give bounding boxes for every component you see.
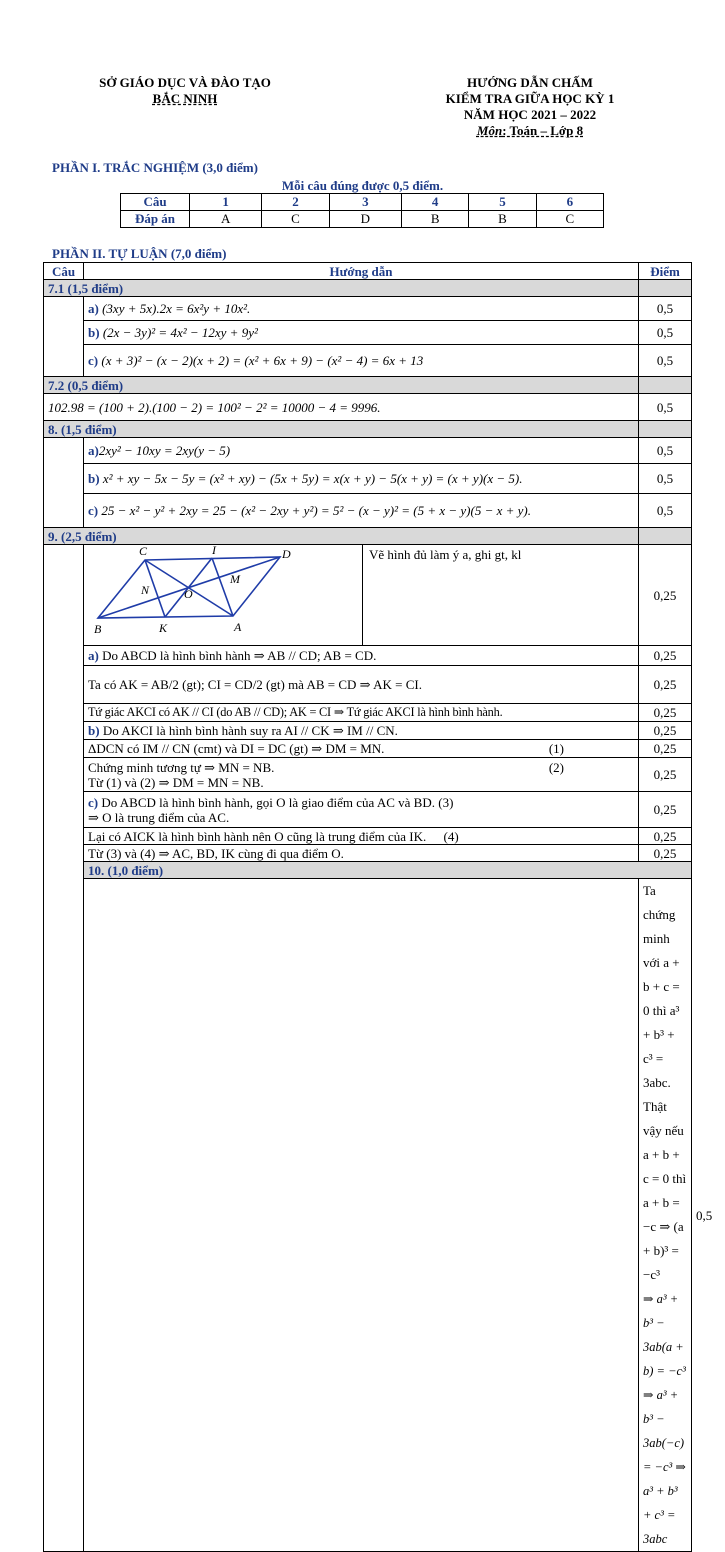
q-number: 5 (469, 194, 536, 211)
subject (375, 123, 685, 139)
row-9-b3: Chứng minh tương tự ⇒ MN = NB. (2) Từ (1) và (2) ⇒ DM = MN = NB. 0,25 (44, 758, 692, 792)
q-number: 6 (536, 194, 603, 211)
row-10: Ta chứng minh với a + b + c = 0 thì a³ + b³ + c³ = 3abc. Thật vậy nếu a + b + c = 0 thì a + b = −c ⇒ (a + b)³ = −c³ ⇒ a³ + b³ − 3ab(a + b) = −c³ ⇒ a³ + b³ − 3ab(−c) = −c³ ⇒ a³ + b³ + c³ = 3abc 0,5 (44, 879, 692, 1552)
geometry-diagram (84, 545, 362, 645)
part2-title: PHẦN II. TỰ LUẬN (7,0 điểm) (52, 246, 227, 261)
q-number: 1 (190, 194, 262, 211)
row-9-b1: b) Do AKCI là hình bình hành suy ra AI // CK ⇒ IM // CN. 0,25 (44, 722, 692, 740)
row-9-c1: c) Do ABCD là hình bình hành, gọi O là giao điểm của AC và BD. (3) ⇒ O là trung điểm của AC. 0,25 (44, 792, 692, 828)
col-cau: Câu (44, 263, 84, 280)
row-9-b2: ΔDCN có IM // CN (cmt) và DI = DC (gt) ⇒ DM = MN. (1) 0,25 (44, 740, 692, 758)
answer-table-header (121, 194, 604, 211)
section-8: 8. (1,5 điểm) (44, 421, 692, 438)
school-year: NĂM HỌC 2021 – 2022 (463, 107, 597, 122)
section-7-1: 7.1 (1,5 điểm) (44, 280, 692, 297)
header-right (375, 75, 685, 139)
answer: B (401, 211, 468, 228)
answer: C (262, 211, 329, 228)
q-number: 3 (329, 194, 401, 211)
row-label-dapan: Đáp án (121, 211, 190, 228)
province-name: BẮC NINH (152, 91, 218, 106)
section-9: 9. (2,5 điểm) (44, 528, 692, 545)
row-9-a1: a) Do ABCD là hình bình hành ⇒ AB // CD; AB = CD. 0,25 (44, 646, 692, 666)
row-7-2: 102.98 = (100 + 2).(100 − 2) = 100² − 2² = 10000 − 4 = 9996. 0,5 (44, 394, 692, 421)
part1-subtitle: Mỗi câu đúng được 0,5 điểm. (281, 178, 444, 193)
label-c: C (139, 545, 148, 558)
grading-header (44, 263, 692, 280)
segment-ai (212, 558, 233, 616)
q-number: 4 (401, 194, 468, 211)
subject-value: : Toán – Lớp 8 (502, 123, 584, 138)
label-a: A (234, 620, 242, 634)
header-left (60, 75, 310, 107)
doc-title: HƯỚNG DẪN CHẤM (467, 75, 593, 90)
row-8-b: b) x² + xy − 5x − 5y = (x² + xy) − (5x + 5y) = x(x + y) − 5(x + y) = (x + y)(x − 5). 0,5 (44, 464, 692, 494)
grading-table (43, 262, 713, 1552)
label-k: K (159, 621, 168, 635)
label-d: D (282, 547, 291, 561)
row-9-c3: Lại có AICK là hình bình hành nên O cũng là trung điểm của IK. (4) 0,25 (44, 828, 692, 845)
label-m: M (230, 572, 240, 586)
answer-table-row (121, 211, 604, 228)
answer-table (120, 193, 604, 228)
label-n: N (141, 583, 150, 597)
row-7-1-a: a) (3xy + 5x).2x = 6x²y + 10x². 0,5 (44, 297, 692, 321)
row-9-a2: Ta có AK = AB/2 (gt); CI = CD/2 (gt) mà AB = CD ⇒ AK = CI. 0,25 (44, 666, 692, 704)
row-7-1-c: c) (x + 3)² − (x − 2)(x + 2) = (x² + 6x + 9) − (x² − 4) = 6x + 13 0,5 (44, 345, 692, 377)
row-8-a: a)2xy² − 10xy = 2xy(y − 5) 0,5 (44, 438, 692, 464)
label-i: I (212, 545, 216, 557)
section-7-2: 7.2 (0,5 điểm) (44, 377, 692, 394)
answer: B (469, 211, 536, 228)
part1-title: PHẦN I. TRẮC NGHIỆM (3,0 điểm) (52, 160, 258, 175)
row-9-c4: Từ (3) và (4) ⇒ AC, BD, IK cùng đi qua điểm O. 0,25 (44, 845, 692, 862)
answer: C (536, 211, 603, 228)
col-huongdan: Hướng dẫn (84, 263, 639, 280)
row-9-figure: C I D N O M B K A Vẽ hình đủ làm ý a, ghi gt, kl 0,25 (44, 545, 692, 646)
label-b: B (94, 622, 102, 636)
parallelogram-figure (84, 545, 363, 645)
row-label-cau: Câu (121, 194, 190, 211)
row-7-1-b: b) (2x − 3y)² = 4x² − 12xy + 9y² 0,5 (44, 321, 692, 345)
exam-name: KIỂM TRA GIỮA HỌC KỲ 1 (445, 91, 615, 106)
col-diem: Điểm (639, 263, 692, 280)
figure-note: Vẽ hình đủ làm ý a, ghi gt, kl (369, 547, 522, 562)
answer: A (190, 211, 262, 228)
q-number: 2 (262, 194, 329, 211)
subject-label: Môn (476, 123, 503, 138)
label-o: O (184, 587, 193, 601)
answer: D (329, 211, 401, 228)
row-8-c: c) 25 − x² − y² + 2xy = 25 − (x² − 2xy + y²) = 5² − (x − y)² = (5 + x − y)(5 − x + y). 0,5 (44, 494, 692, 528)
section-10: 10. (1,0 điểm) (44, 862, 692, 879)
row-9-a3: Tứ giác AKCI có AK // CI (do AB // CD); AK = CI ⇒ Tứ giác AKCI là hình bình hành. 0,25 (44, 704, 692, 722)
department-name: SỞ GIÁO DỤC VÀ ĐÀO TẠO (99, 75, 271, 90)
